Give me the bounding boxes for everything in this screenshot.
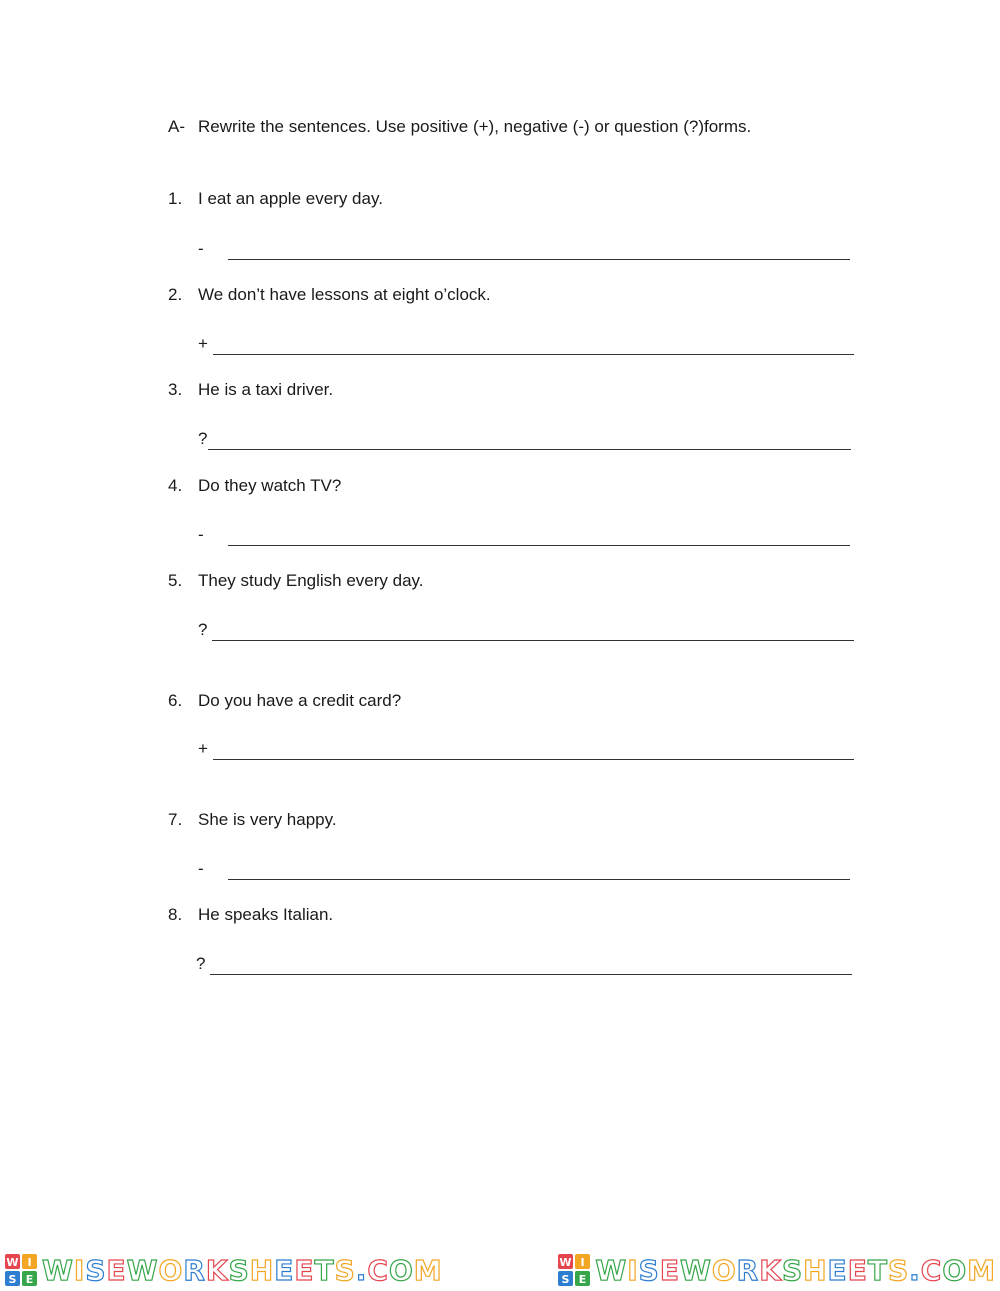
brand-block: [4, 1253, 443, 1287]
svg-text:W: W: [559, 1256, 572, 1269]
answer-blank[interactable]: [210, 974, 852, 975]
question-text: I eat an apple every day.: [198, 189, 383, 208]
brand-logo-icon: [4, 1253, 38, 1287]
question-number: 4.: [168, 476, 183, 495]
answer-line-5[interactable]: [198, 619, 856, 641]
question-text: Do they watch TV?: [198, 476, 342, 495]
question-1: [168, 189, 383, 209]
question-text: He speaks Italian.: [198, 905, 334, 924]
svg-text:E: E: [25, 1273, 34, 1286]
question-3: [168, 380, 333, 400]
question-8: [168, 905, 333, 925]
answer-line-4[interactable]: [198, 524, 853, 546]
svg-text:W: W: [6, 1256, 19, 1269]
answer-line-2[interactable]: [198, 333, 856, 355]
question-text: They study English every day.: [198, 571, 424, 590]
question-text: She is very happy.: [198, 810, 337, 829]
answer-line-1[interactable]: [198, 238, 853, 260]
instruction-text: Rewrite the sentences. Use positive (+), negative (-) or question (?)forms.: [198, 117, 752, 136]
question-5: [168, 571, 424, 591]
svg-text:I: I: [27, 1256, 32, 1269]
question-4: [168, 476, 341, 496]
svg-text:I: I: [580, 1256, 585, 1269]
question-number: 2.: [168, 285, 183, 304]
question-6: [168, 691, 401, 711]
footer-watermark: [0, 1252, 1000, 1288]
answer-sign: -: [198, 239, 204, 258]
instruction-label: A-: [168, 117, 185, 136]
question-7: [168, 810, 337, 830]
answer-blank[interactable]: [212, 640, 854, 641]
answer-blank[interactable]: [213, 759, 854, 760]
question-text: We don’t have lessons at eight o’clock.: [198, 285, 491, 304]
answer-sign: ?: [198, 620, 208, 639]
answer-blank[interactable]: [228, 259, 850, 260]
answer-sign: ?: [196, 954, 206, 973]
answer-blank[interactable]: [228, 545, 850, 546]
answer-line-8[interactable]: [196, 953, 853, 975]
question-number: 6.: [168, 691, 183, 710]
answer-blank[interactable]: [213, 354, 854, 355]
answer-sign: +: [198, 334, 208, 353]
brand-block: [557, 1253, 996, 1287]
question-number: 3.: [168, 380, 183, 399]
svg-text:S: S: [561, 1273, 570, 1286]
answer-blank[interactable]: [228, 879, 850, 880]
answer-line-3[interactable]: [198, 428, 851, 450]
question-text: He is a taxi driver.: [198, 380, 334, 399]
answer-line-6[interactable]: [198, 738, 856, 760]
answer-sign: -: [198, 859, 204, 878]
question-number: 7.: [168, 810, 183, 829]
brand-logo-icon: [557, 1253, 591, 1287]
question-number: 1.: [168, 189, 183, 208]
answer-line-7[interactable]: [198, 858, 853, 880]
question-number: 5.: [168, 571, 183, 590]
brand-name: WISEWORKSHEETS.COM: [595, 1253, 996, 1287]
instruction: [168, 117, 751, 137]
answer-blank[interactable]: [208, 449, 851, 450]
svg-text:E: E: [579, 1273, 587, 1286]
svg-text:S: S: [8, 1273, 17, 1286]
answer-sign: +: [198, 739, 208, 758]
question-2: [168, 285, 491, 305]
answer-sign: -: [198, 525, 204, 544]
answer-sign: ?: [198, 429, 208, 448]
brand-name: WISEWORKSHEETS.COM: [42, 1253, 443, 1287]
question-text: Do you have a credit card?: [198, 691, 402, 710]
question-number: 8.: [168, 905, 183, 924]
